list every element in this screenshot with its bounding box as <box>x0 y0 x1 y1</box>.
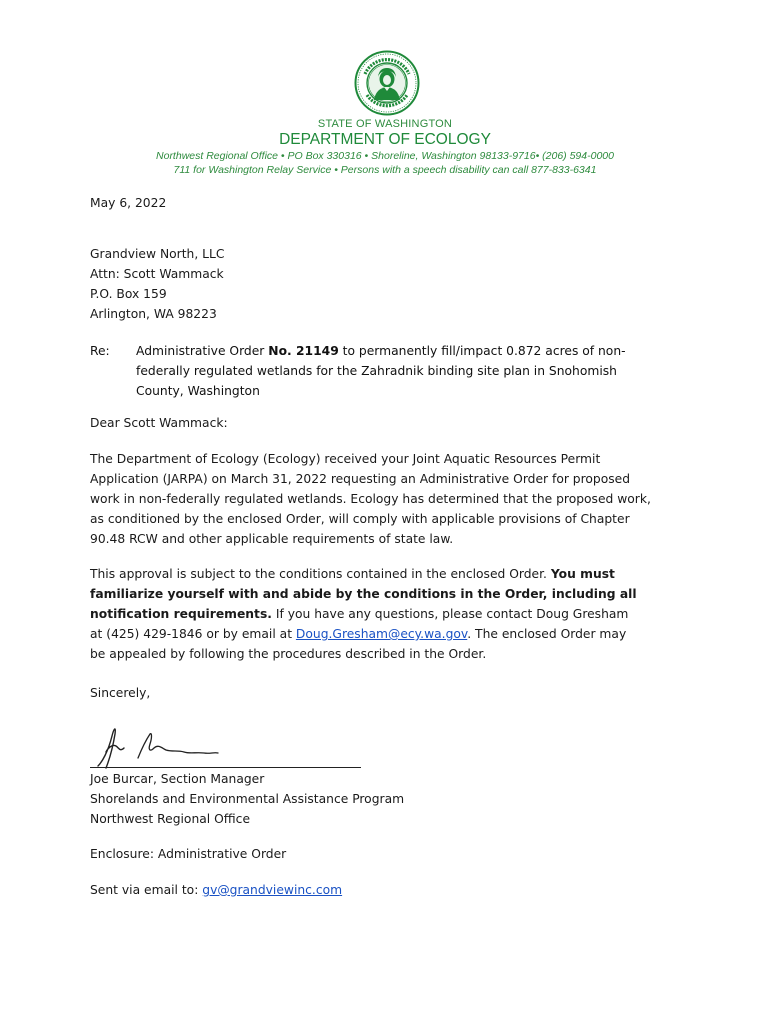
recipient-email-link[interactable]: gv@grandviewinc.com <box>202 883 343 897</box>
signature-line <box>90 767 361 768</box>
paragraph-2-emphasis: familiarize yourself with and abide by the conditions in the Order, including all <box>90 587 637 601</box>
paragraph-2-emphasis: notification requirements. <box>90 607 272 621</box>
paragraph-2-text: If you have any questions, please contact Doug Gresham <box>271 607 629 621</box>
paragraph-2-text: . The enclosed Order may <box>467 627 627 641</box>
paragraph-1-line: The Department of Ecology (Ecology) received your Joint Aquatic Resources Permit <box>90 452 601 466</box>
paragraph-2-line2 <box>90 584 637 604</box>
paragraph-2-text: This approval is subject to the conditions contained in the enclosed Order. <box>90 567 551 581</box>
paragraph-2-line1 <box>90 564 637 584</box>
paragraph-1-line: 90.48 RCW and other applicable requirements of state law. <box>90 532 454 546</box>
recipient-attn: Attn: Scott Wammack <box>90 267 224 281</box>
letterhead-address-line2: 711 for Washington Relay Service • Persons with a speech disability can call 877-833-6341 <box>173 164 597 176</box>
re-text-before: Administrative Order <box>136 344 269 358</box>
paragraph-1 <box>90 449 651 549</box>
re-subject <box>136 341 676 401</box>
contact-email-link[interactable]: Doug.Gresham@ecy.wa.gov <box>295 627 468 641</box>
signer-block <box>90 769 404 829</box>
re-subject-line3: County, Washington <box>136 384 260 398</box>
paragraph-2-line3 <box>90 604 637 624</box>
recipient-address <box>90 244 224 324</box>
re-order-number: No. 21149 <box>268 344 339 358</box>
re-line1-after: to permanently fill/impact 0.872 acres of non- <box>338 344 626 358</box>
salutation: Dear Scott Wammack: <box>90 416 228 430</box>
paragraph-2-line4 <box>90 624 637 644</box>
recipient-po-box: P.O. Box 159 <box>90 287 167 301</box>
washington-state-seal-icon <box>354 50 420 116</box>
signer-office: Northwest Regional Office <box>90 812 251 826</box>
recipient-name: Grandview North, LLC <box>90 247 225 261</box>
letterhead-department: DEPARTMENT OF ECOLOGY <box>279 131 491 148</box>
signer-name-title: Joe Burcar, Section Manager <box>90 772 265 786</box>
recipient-city: Arlington, WA 98223 <box>90 307 217 321</box>
letterhead-state: STATE OF WASHINGTON <box>317 118 453 130</box>
closing: Sincerely, <box>90 686 151 700</box>
paragraph-1-line: Application (JARPA) on March 31, 2022 requesting an Administrative Order for proposed <box>90 472 631 486</box>
signer-program: Shorelands and Environmental Assistance Program <box>90 792 405 806</box>
paragraph-2-line5: be appealed by following the procedures described in the Order. <box>90 647 487 661</box>
sent-via <box>90 880 342 900</box>
letter-date: May 6, 2022 <box>90 196 167 210</box>
paragraph-1-line: as conditioned by the enclosed Order, will comply with applicable provisions of Chapter <box>90 512 630 526</box>
re-label: Re: <box>90 344 110 358</box>
paragraph-2 <box>90 564 637 664</box>
re-subject-line1 <box>136 341 676 361</box>
letterhead-address-line1: Northwest Regional Office • PO Box 330316 • Shoreline, Washington 98133-9716• (206) 594-0000 <box>156 150 614 162</box>
paragraph-2-emphasis: You must <box>550 567 615 581</box>
enclosure-note: Enclosure: Administrative Order <box>90 847 287 861</box>
handwritten-signature <box>92 722 222 770</box>
sent-via-label: Sent via email to: <box>90 883 203 897</box>
paragraph-2-text: at (425) 429-1846 or by email at <box>90 627 296 641</box>
re-subject-line2: federally regulated wetlands for the Zahradnik binding site plan in Snohomish <box>136 364 617 378</box>
paragraph-1-line: work in non-federally regulated wetlands. Ecology has determined that the proposed work, <box>90 492 651 506</box>
